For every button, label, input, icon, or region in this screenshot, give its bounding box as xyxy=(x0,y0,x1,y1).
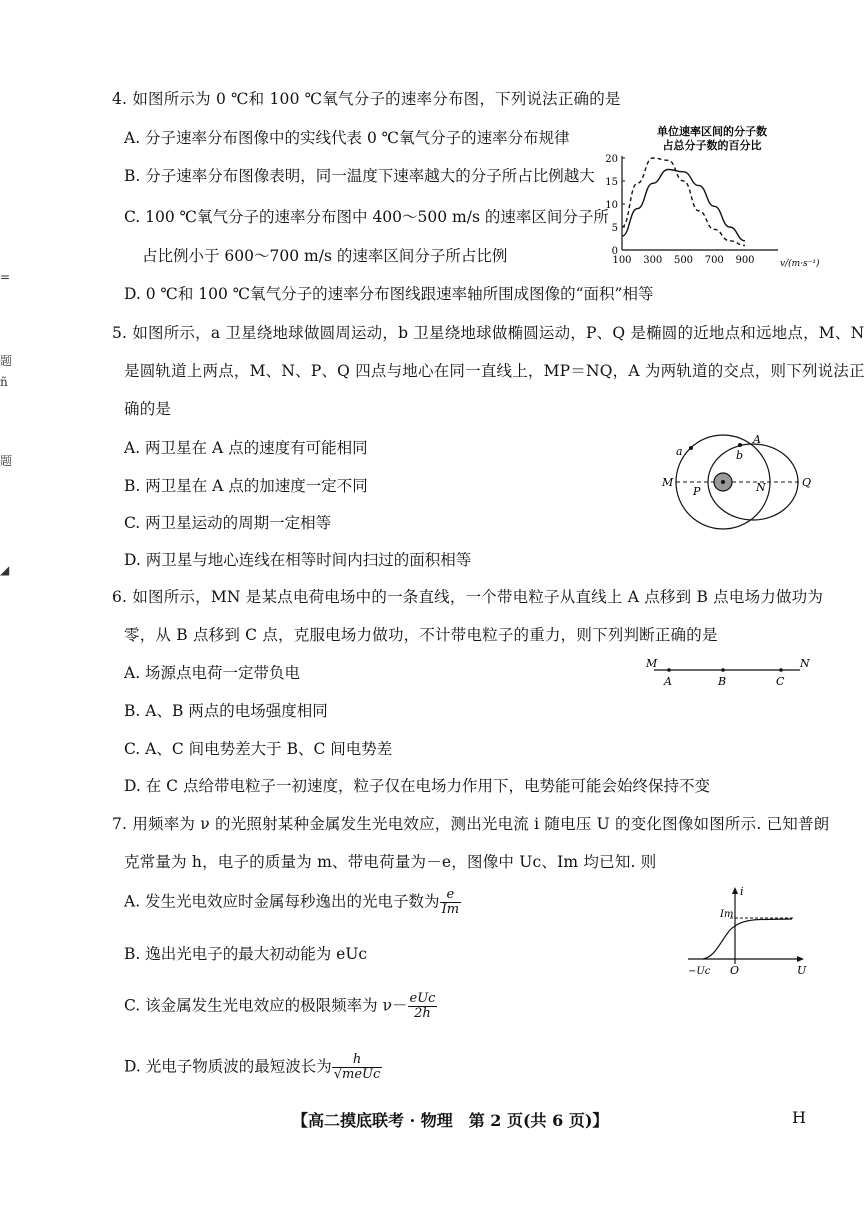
q6-option-a: A. 场源点电荷一定带负电 xyxy=(124,664,301,682)
q5-option-a: A. 两卫星在 A 点的速度有可能相同 xyxy=(124,439,368,457)
numerator: eUc xyxy=(409,991,436,1006)
margin-mark: 题 xyxy=(0,454,13,468)
q7-stem-line-2: 克常量为 h，电子的质量为 m、带电荷量为－e，图像中 Uc、Im 均已知. 则 xyxy=(124,853,657,871)
label-C: C xyxy=(776,675,785,688)
point-b xyxy=(721,668,725,672)
margin-mark: = xyxy=(0,270,11,284)
margin-mark: ñ xyxy=(0,375,8,389)
q7-option-d-text: D. 光电子物质波的最短波长为 xyxy=(124,1057,332,1076)
label-M: M xyxy=(662,476,674,489)
fraction xyxy=(332,1053,383,1082)
label-P: P xyxy=(693,485,701,498)
x-tick-label: 900 xyxy=(735,255,755,266)
q5-option-d: D. 两卫星与地心连线在相等时间内扫过的面积相等 xyxy=(124,551,472,569)
q7-option-c xyxy=(124,992,437,1021)
margin-mark: 题 xyxy=(0,354,13,368)
label-im: Im xyxy=(720,909,734,920)
q6-stem-line-2: 零，从 B 点移到 C 点，克服电场力做功，不计带电粒子的重力，则下列判断正确的是 xyxy=(124,626,718,644)
q4-option-a: A. 分子速率分布图像中的实线代表 0 ℃氧气分子的速率分布规律 xyxy=(124,129,570,147)
q6-option-d: D. 在 C 点给带电粒子一初速度，粒子仅在电场力作用下，电势能可能会始终保持不变 xyxy=(124,777,710,795)
point-a xyxy=(667,668,671,672)
i-axis-arrow xyxy=(732,887,738,894)
q4-option-c-cont: 占比例小于 600～700 m/s 的速率区间分子所占比例 xyxy=(142,247,508,265)
photocurrent-graph xyxy=(680,882,810,980)
y-tick-label: 0 xyxy=(611,246,618,257)
q7-option-c-text: C. 该金属发生光电效应的极限频率为 ν－ xyxy=(124,996,408,1015)
q4-option-c: C. 100 ℃氧气分子的速率分布图中 400～500 m/s 的速率区间分子所 xyxy=(124,208,609,226)
q7-option-a-text: A. 发生光电效应时金属每秒逸出的光电子数为 xyxy=(124,892,440,911)
earth-center xyxy=(721,480,725,484)
fraction xyxy=(440,888,461,917)
label-b: b xyxy=(736,449,744,462)
label-A: A xyxy=(753,433,761,446)
y-tick-label: 15 xyxy=(605,177,618,188)
chart-subtitle: 占总分子数的百分比 xyxy=(662,139,762,152)
label-N: N xyxy=(800,657,810,670)
numerator: e xyxy=(440,888,461,903)
orbit-diagram xyxy=(658,425,818,535)
point-c xyxy=(779,668,783,672)
label-B: B xyxy=(718,675,727,688)
x-tick-label: 100 xyxy=(612,255,632,266)
satellite-a xyxy=(689,446,693,450)
page-footer: 【高二摸底联考 · 物理 第 2 页(共 6 页)】 xyxy=(292,1111,609,1130)
q7-option-a xyxy=(124,888,461,917)
x-tick-label: 500 xyxy=(673,255,694,266)
q6-option-c: C. A、C 间电势差大于 B、C 间电势差 xyxy=(124,740,393,758)
label-A: A xyxy=(664,675,672,688)
numerator: h xyxy=(332,1053,383,1068)
satellite-b xyxy=(738,443,742,447)
label-N: N xyxy=(756,481,766,494)
speed-distribution-chart xyxy=(600,118,820,273)
chart-title: 单位速率区间的分子数 xyxy=(657,125,767,138)
line-mn-diagram xyxy=(642,656,817,691)
y-tick-label: 10 xyxy=(605,200,618,211)
margin-mark: ◢ xyxy=(0,563,10,577)
q5-option-c: C. 两卫星运动的周期一定相等 xyxy=(124,514,332,532)
q5-stem-line-2: 是圆轨道上两点，M、N、P、Q 四点与地心在同一直线上，MP＝NQ，A 为两轨道的交点，则下列说法正 xyxy=(124,362,865,380)
denominator: 2h xyxy=(414,1006,431,1021)
solid-series-line xyxy=(622,170,745,241)
label-M: M xyxy=(646,657,658,670)
label-u: U xyxy=(797,964,807,977)
y-tick-label: 20 xyxy=(605,154,618,165)
q4-option-b: B. 分子速率分布图像表明，同一温度下速率越大的分子所占比例越大 xyxy=(124,167,595,185)
u-axis-arrow xyxy=(797,956,804,962)
y-tick-label: 5 xyxy=(611,223,618,234)
label-o: O xyxy=(730,964,740,977)
q5-option-b: B. 两卫星在 A 点的加速度一定不同 xyxy=(124,477,368,495)
q4-option-d: D. 0 ℃和 100 ℃氧气分子的速率分布图线跟速率轴所围成图像的“面积”相等 xyxy=(124,285,654,303)
x-axis-label: v/(m·s⁻¹) xyxy=(780,259,820,269)
q5-stem-line-1: 5. 如图所示，a 卫星绕地球做圆周运动，b 卫星绕地球做椭圆运动，P、Q 是椭圆的近地点和远地点，M、N xyxy=(112,324,865,342)
q6-option-b: B. A、B 两点的电场强度相同 xyxy=(124,702,328,720)
label-neg-uc: −Uc xyxy=(688,966,711,977)
denominator: √meUc xyxy=(333,1067,381,1082)
q7-option-d xyxy=(124,1053,382,1082)
label-i: i xyxy=(740,885,744,898)
page-code: H xyxy=(792,1108,806,1127)
denominator: Im xyxy=(441,902,460,917)
label-a: a xyxy=(676,445,683,458)
x-tick-label: 300 xyxy=(643,255,663,266)
label-Q: Q xyxy=(802,476,812,489)
q6-stem-line-1: 6. 如图所示，MN 是某点电荷电场中的一条直线，一个带电粒子从直线上 A 点移到 B 点电场力做功为 xyxy=(112,588,824,606)
q5-stem-line-3: 确的是 xyxy=(124,400,172,418)
q4-stem: 4. 如图所示为 0 ℃和 100 ℃氧气分子的速率分布图，下列说法正确的是 xyxy=(112,90,621,108)
x-tick-label: 700 xyxy=(704,255,724,266)
fraction xyxy=(408,992,438,1021)
photocurrent-curve xyxy=(703,919,792,959)
q7-stem-line-1: 7. 用频率为 ν 的光照射某种金属发生光电效应，测出光电流 i 随电压 U 的变化图像如图所示. 已知普朗 xyxy=(112,815,830,833)
q7-option-b: B. 逸出光电子的最大初动能为 eUc xyxy=(124,945,368,963)
